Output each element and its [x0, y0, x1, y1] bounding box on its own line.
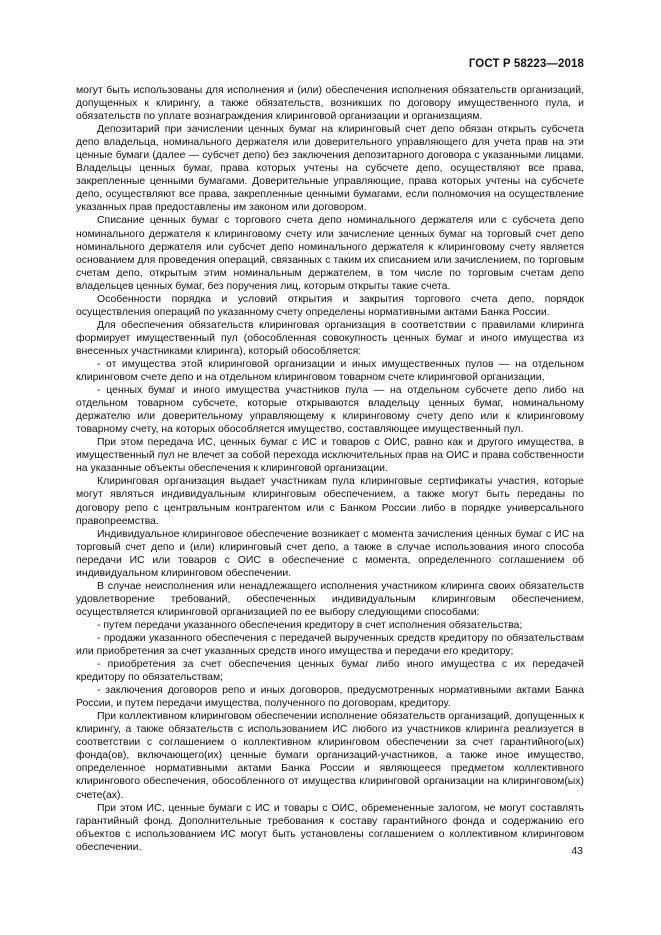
list-item: - продажи указанного обеспечения с передачей вырученных средств кредитору по обязательствам или приобретения за счет указанных средств иного имущества и передачи его кредитору;	[76, 632, 584, 658]
paragraph: При этом ИС, ценные бумаги с ИС и товары с ОИС, обремененные залогом, не могут составлять гарантийный фонд. Дополнительные требования к составу гарантийного фонда и содержанию его объектов с использованием ИС могут быть установлены соглашением о коллективном клиринговом обеспечении.	[76, 802, 584, 853]
page-number: 43	[571, 845, 583, 857]
paragraph: Для обеспечения обязательств клиринговая организация в соответствии с правилами клиринга формирует имущественный пул (обособленная совокупность ценных бумаг и иного имущества из внесенных участниками клиринга), который обособляется:	[76, 319, 584, 357]
paragraph: Особенности порядка и условий открытия и закрытия торгового счета депо, порядок осуществления операций по указанному счету определены нормативными актами Банка России.	[76, 293, 584, 318]
paragraph: могут быть использованы для исполнения и (или) обеспечения исполнения обязательств организаций, допущенных к клирингу, а также обязательств, возникших по договору имущественного пула, и обязательств по уплате вознаграждения клиринговой организации и организациям.	[76, 85, 584, 123]
paragraph: Индивидуальное клиринговое обеспечение возникает с момента зачисления ценных бумаг с ИС на торговый счет депо и (или) клиринговый счет депо, а также в случае использования иного способа передачи ИС или товаров с ОИС в обеспечение с момента, определенного соглашением об индивидуальном клиринговом обеспечении.	[76, 528, 584, 579]
paragraph: Депозитарий при зачислении ценных бумаг на клиринговый счет депо обязан открыть субсчета депо владельца, номинального держателя или доверительного управляющего для учета прав на эти ценные бумаги (далее — субсчет депо) без заключения депозитарного договора с указанными лицами. Владельцы ценных бумаг, права которых учтены на субсчете депо, осуществляют все права, закрепленные ценными бумагами. Доверительные управляющие, права которых учтены на субсчете депо, осуществляют все права, закрепленные ценными бумагами, если полномочия на осуществление указанных прав предоставлены им законом или договором.	[76, 124, 584, 214]
paragraph: Списание ценных бумаг с торгового счета депо номинального держателя или с субсчета депо номинального держателя к клиринговому счету или зачисление ценных бумаг на торговый счет депо номинального держателя или субсчет депо номинального держателя к клиринговому счету является основанием для проведения операций, связанных с таким их списанием или зачислением, по торговым счетам депо, открытым этим номинальным держателем, в том числе по торговым счетам депо владельцев ценных бумаг, без поручения лиц, которым открыты такие счета.	[76, 215, 584, 292]
paragraph: Клиринговая организация выдает участникам пула клиринговые сертификаты участия, которые могут являться индивидуальным клиринговым обеспечением, а также могут быть переданы по договору репо с центральным контрагентом или с Банком России либо в порядке универсального правопреемства.	[76, 476, 584, 527]
paragraph: В случае неисполнения или ненадлежащего исполнения участником клиринга своих обязательств удовлетворение требований, обеспеченных индивидуальным клиринговым обеспечением, осуществляется клиринговой организацией по ее выбору следующими способами:	[76, 580, 584, 618]
document-code: ГОСТ Р 58223—2018	[468, 58, 584, 70]
list-item: - приобретения за счет обеспечения ценных бумаг либо иного имущества с их передачей кредитору по обязательствам;	[76, 659, 584, 684]
paragraph: При этом передача ИС, ценных бумаг с ИС и товаров с ОИС, равно как и другого имущества, в имущественный пул не влечет за собой перехода исключительных прав на ОИС и права собственности на указанные объекты обеспечения к клиринговой организации.	[76, 437, 584, 475]
list-item: - ценных бумаг и иного имущества участников пула — на отдельном субсчете депо либо на отдельном товарном субсчете, которые открываются владельцу ценных бумаг, номинальному держателю или доверительному управляющему к клиринговому счету депо или к клиринговому товарному счету, на которых обособляется имущество, составляющее имущественный пул.	[76, 385, 584, 436]
list-item: - путем передачи указанного обеспечения кредитору в счет исполнения обязательства;	[97, 619, 523, 631]
list-item: - заключения договоров репо и иных договоров, предусмотренных нормативными актами Банка России, и путем передачи имущества, полученного по договорам, кредитору.	[76, 685, 584, 710]
list-item: - от имущества этой клиринговой организации и иных имущественных пулов — на отдельном клиринговом счете депо и на отдельном клиринговом товарном счете клиринговой организации,	[76, 358, 584, 384]
paragraph: При коллективном клиринговом обеспечении исполнение обязательств организаций, допущенных к клирингу, а также обязательств с использованием ИС любого из участников клиринга реализуется в соответствии с соглашением о коллективном клиринговом обеспечении за счет гарантийного(ых) фонда(ов), включающего(их) ценные бумаги организаций-участников, а также иное имущество, определенное нормативными актами Банка России и являющееся предметом коллективного клирингового обеспечения, обособленного от имущества клиринговой организации на клиринговом(ых) счете(ах).	[76, 711, 584, 801]
body-text	[76, 84, 584, 854]
